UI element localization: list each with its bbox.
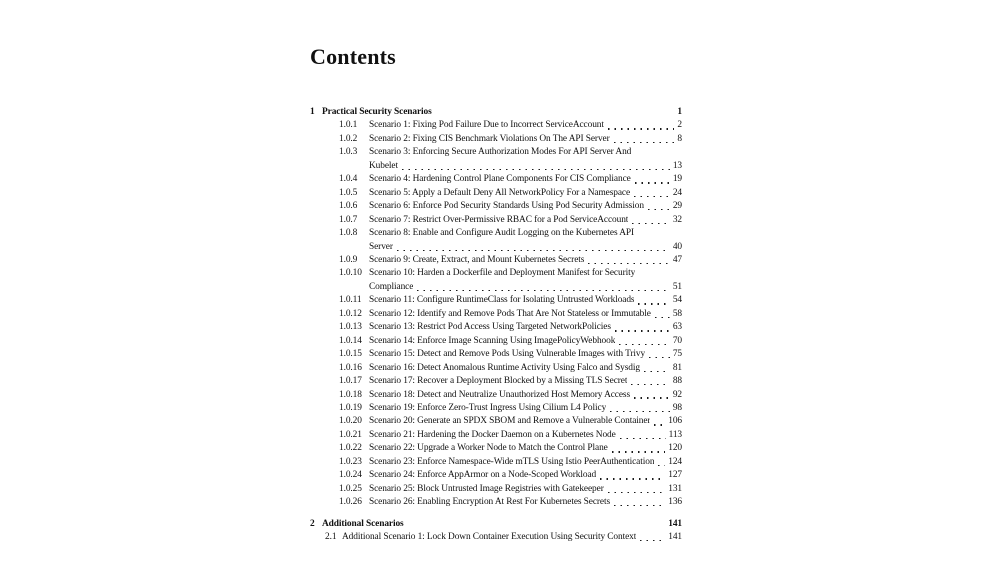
dot-leader: [638, 303, 669, 304]
toc-entry-row[interactable]: [310, 483, 682, 496]
entry-page: 75: [672, 349, 682, 360]
dot-leader: [397, 250, 670, 251]
entry-page: 63: [672, 322, 682, 333]
entry-page: 88: [672, 376, 682, 387]
entry-page: 131: [668, 483, 682, 494]
entry-number: 2.1: [325, 532, 337, 543]
toc-entry-row[interactable]: [310, 335, 682, 348]
entry-title: Additional Scenario 1: Lock Down Container Execution Using Security Context: [342, 532, 637, 543]
entry-number: 1.0.14: [339, 335, 362, 346]
toc-chapter-row[interactable]: [310, 518, 682, 531]
entry-title: Scenario 7: Restrict Over-Permissive RBAC for a Pod ServiceAccount: [369, 214, 629, 225]
entry-page: 19: [672, 174, 682, 185]
toc-entry-row[interactable]: [310, 119, 682, 132]
entry-title: Scenario 17: Recover a Deployment Blocked by a Missing TLS Secret: [369, 376, 628, 387]
entry-title: Scenario 22: Upgrade a Worker Node to Match the Control Plane: [369, 443, 608, 454]
chapter-page: 1: [677, 107, 682, 117]
entry-page: 32: [672, 214, 682, 225]
toc-entry-row[interactable]: [310, 294, 682, 307]
entry-page: 98: [672, 402, 682, 413]
entry-number: 1.0.15: [339, 349, 362, 360]
toc-entry-row[interactable]: [310, 362, 682, 375]
entry-number: 1.0.21: [339, 429, 362, 440]
toc-entry-row[interactable]: [310, 321, 682, 334]
entry-title: Scenario 5: Apply a Default Deny All NetworkPolicy For a Namespace: [369, 187, 631, 198]
entry-page: 92: [672, 389, 682, 400]
entry-number: 1.0.11: [339, 295, 362, 306]
entry-title: Scenario 20: Generate an SPDX SBOM and Remove a Vulnerable Container: [369, 416, 651, 427]
entry-title: Scenario 8: Enable and Configure Audit Logging on the Kubernetes API: [369, 228, 635, 239]
entry-number: 1.0.19: [339, 402, 362, 413]
toc-entry-row[interactable]: [310, 442, 682, 455]
toc-entry-row[interactable]: [310, 173, 682, 186]
entry-page: 54: [672, 295, 682, 306]
dot-leader: [640, 540, 665, 541]
dot-leader: [654, 424, 665, 425]
entry-number: 1.0.6: [339, 201, 358, 212]
toc-entry-row[interactable]: [310, 429, 682, 442]
toc-entry-row[interactable]: [310, 267, 682, 280]
entry-page: 113: [668, 429, 682, 440]
dot-leader: [648, 209, 670, 210]
dot-leader: [658, 465, 665, 466]
toc-entry-row[interactable]: [310, 469, 682, 482]
entry-page: 58: [672, 308, 682, 319]
dot-leader: [608, 128, 675, 129]
entry-title: Scenario 23: Enforce Namespace-Wide mTLS Using Istio PeerAuthentication: [369, 456, 655, 467]
entry-title: Compliance: [369, 281, 414, 292]
page-title: Contents: [310, 44, 396, 69]
dot-leader: [649, 357, 670, 358]
toc-chapter-row[interactable]: [310, 106, 682, 119]
dot-leader: [631, 384, 669, 385]
entry-title: Scenario 6: Enforce Pod Security Standards Using Pod Security Admission: [369, 201, 644, 212]
dot-leader: [634, 196, 670, 197]
chapter-page: 141: [668, 518, 682, 529]
toc-entry-row[interactable]: [310, 375, 682, 388]
dot-leader: [402, 169, 670, 170]
toc-entry-row[interactable]: [310, 254, 682, 267]
entry-page: 81: [672, 362, 682, 373]
entry-page: 70: [672, 335, 682, 346]
dot-leader: [632, 223, 670, 224]
entry-title: Scenario 16: Detect Anomalous Runtime Activity Using Falco and Sysdig: [369, 362, 640, 373]
toc-entry-row[interactable]: [310, 496, 682, 509]
entry-number: 1.0.22: [339, 443, 362, 454]
toc-entry-row[interactable]: [310, 456, 682, 469]
entry-page: 47: [672, 254, 682, 265]
entry-title: Scenario 9: Create, Extract, and Mount Kubernetes Secrets: [369, 254, 585, 265]
entry-title: Scenario 24: Enforce AppArmor on a Node-Scoped Workload: [369, 470, 597, 481]
chapter-number: 1: [310, 107, 315, 117]
dot-leader: [608, 492, 666, 493]
toc-entry-row[interactable]: [310, 133, 682, 146]
entry-page: 29: [672, 201, 682, 212]
toc-entry-continuation[interactable]: [310, 281, 682, 294]
entry-title: Scenario 10: Harden a Dockerfile and Deployment Manifest for Security: [369, 268, 636, 279]
entry-number: 1.0.23: [339, 456, 362, 467]
entry-number: 1.0.1: [339, 120, 358, 131]
entry-number: 1.0.7: [339, 214, 358, 225]
entry-title: Scenario 15: Detect and Remove Pods Using Vulnerable Images with Trivy: [369, 349, 646, 360]
entry-page: 13: [672, 160, 682, 171]
chapter-number: 2: [310, 518, 315, 529]
entry-page: 51: [672, 281, 682, 292]
dot-leader: [655, 317, 670, 318]
entry-title: Scenario 19: Enforce Zero-Trust Ingress Using Cilium L4 Policy: [369, 402, 607, 413]
entry-page: 106: [668, 416, 682, 427]
entry-page: 124: [668, 456, 682, 467]
entry-page: 2: [677, 120, 682, 131]
dot-leader: [615, 330, 670, 331]
entry-number: 1.0.3: [339, 147, 358, 158]
entry-number: 1.0.10: [339, 268, 362, 279]
entry-number: 1.0.8: [339, 228, 358, 239]
dot-leader: [600, 478, 665, 479]
table-of-contents: [310, 106, 682, 545]
toc-entry-row[interactable]: [310, 227, 682, 240]
dot-leader: [634, 397, 670, 398]
toc-entry-row[interactable]: [310, 402, 682, 415]
entry-number: 1.0.13: [339, 322, 362, 333]
entry-title: Server: [369, 241, 393, 252]
dot-leader: [644, 371, 670, 372]
entry-number: 1.0.5: [339, 187, 358, 198]
dot-leader: [619, 344, 670, 345]
entry-number: 1.0.12: [339, 308, 362, 319]
entry-page: 120: [668, 443, 682, 454]
entry-title: Scenario 25: Block Untrusted Image Registries with Gatekeeper: [369, 483, 604, 494]
toc-entry-row[interactable]: [310, 214, 682, 227]
entry-page: 40: [672, 241, 682, 252]
entry-page: 136: [668, 497, 682, 508]
toc-entry-row[interactable]: [310, 308, 682, 321]
entry-number: 1.0.9: [339, 254, 358, 265]
entry-number: 1.0.16: [339, 362, 362, 373]
dot-leader: [417, 290, 670, 291]
entry-title: Scenario 21: Hardening the Docker Daemon on a Kubernetes Node: [369, 429, 616, 440]
entry-number: 1.0.26: [339, 497, 362, 508]
entry-page: 24: [672, 187, 682, 198]
entry-title: Scenario 12: Identify and Remove Pods That Are Not Stateless or Immutable: [369, 308, 651, 319]
toc-entry-row[interactable]: [310, 389, 682, 402]
toc-entry-row[interactable]: [310, 531, 682, 544]
entry-title: Scenario 13: Restrict Pod Access Using Targeted NetworkPolicies: [369, 322, 611, 333]
entry-title: Scenario 4: Hardening Control Plane Components For CIS Compliance: [369, 174, 631, 185]
entry-title: Scenario 18: Detect and Neutralize Unauthorized Host Memory Access: [369, 389, 631, 400]
dot-leader: [610, 411, 670, 412]
entry-number: 1.0.25: [339, 483, 362, 494]
entry-number: 1.0.17: [339, 376, 362, 387]
entry-number: 1.0.24: [339, 470, 362, 481]
dot-leader: [612, 451, 665, 452]
toc-entry-row[interactable]: [310, 200, 682, 213]
toc-entry-row[interactable]: [310, 187, 682, 200]
entry-page: 127: [668, 470, 682, 481]
toc-entry-continuation[interactable]: [310, 241, 682, 254]
document-page: [310, 44, 682, 545]
entry-number: 1.0.2: [339, 133, 358, 144]
toc-entry-continuation[interactable]: [310, 160, 682, 173]
entry-page: 8: [677, 133, 682, 144]
entry-title: Scenario 11: Configure RuntimeClass for Isolating Untrusted Workloads: [369, 295, 635, 306]
chapter-title: Additional Scenarios: [322, 518, 404, 529]
entry-title: Scenario 2: Fixing CIS Benchmark Violations On The API Server: [369, 133, 610, 144]
entry-number: 1.0.20: [339, 416, 362, 427]
entry-title: Scenario 1: Fixing Pod Failure Due to Incorrect ServiceAccount: [369, 120, 604, 131]
entry-title: Scenario 26: Enabling Encryption At Rest For Kubernetes Secrets: [369, 497, 611, 508]
entry-title: Scenario 14: Enforce Image Scanning Using ImagePolicyWebhook: [369, 335, 616, 346]
toc-entry-row[interactable]: [310, 348, 682, 361]
entry-number: 1.0.4: [339, 174, 358, 185]
dot-leader: [614, 142, 675, 143]
toc-entry-row[interactable]: [310, 415, 682, 428]
dot-leader: [588, 263, 669, 264]
dot-leader: [620, 438, 666, 439]
entry-page: 141: [668, 532, 682, 543]
dot-leader: [614, 505, 665, 506]
toc-entry-row[interactable]: [310, 146, 682, 159]
dot-leader: [635, 182, 670, 183]
entry-title: Scenario 3: Enforcing Secure Authorization Modes For API Server And: [369, 147, 632, 158]
entry-number: 1.0.18: [339, 389, 362, 400]
entry-title: Kubelet: [369, 160, 398, 171]
chapter-title: Practical Security Scenarios: [322, 107, 432, 117]
